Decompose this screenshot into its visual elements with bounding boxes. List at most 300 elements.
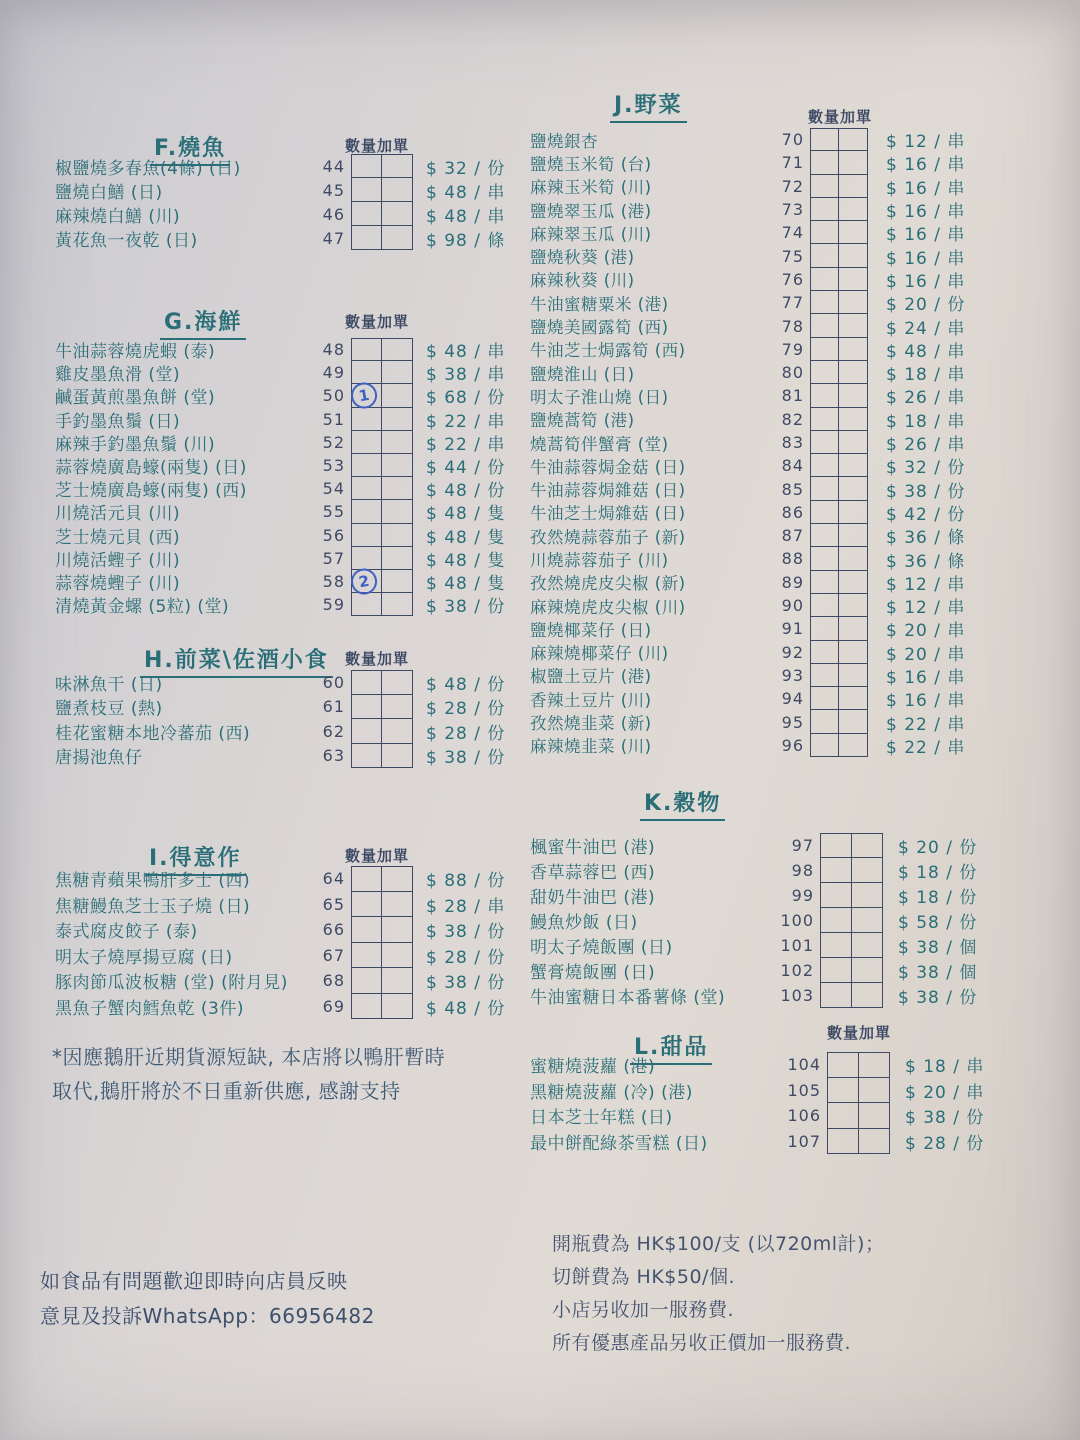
order-cell[interactable] bbox=[382, 361, 412, 383]
order-cell[interactable] bbox=[839, 477, 867, 499]
qty-cell[interactable] bbox=[821, 883, 852, 907]
item-price: $ 28 / 份 bbox=[426, 723, 506, 744]
item-price: $ 18 / 串 bbox=[886, 365, 966, 386]
item-name: 牛油蒜蓉焗雜菇 (日) bbox=[530, 481, 686, 501]
order-cell[interactable] bbox=[852, 933, 883, 957]
item-number: 82 bbox=[781, 409, 804, 429]
item-number: 62 bbox=[322, 721, 345, 741]
item-number: 54 bbox=[322, 479, 345, 499]
qty-order-cells[interactable] bbox=[351, 719, 413, 744]
order-cell[interactable] bbox=[839, 641, 867, 663]
qty-order-cells[interactable] bbox=[810, 408, 868, 431]
qty-cell[interactable] bbox=[352, 593, 382, 615]
qty-order-cells[interactable] bbox=[820, 908, 883, 933]
qty-cell[interactable] bbox=[821, 958, 852, 982]
item-number: 67 bbox=[322, 945, 345, 965]
menu-item-row bbox=[530, 687, 965, 710]
order-cell[interactable] bbox=[382, 892, 412, 917]
item-price: $ 38 / 份 bbox=[426, 597, 506, 618]
qty-cell[interactable] bbox=[811, 547, 839, 569]
order-cell[interactable] bbox=[382, 570, 412, 592]
qty-order-cells[interactable] bbox=[810, 734, 868, 757]
order-cell[interactable] bbox=[839, 244, 867, 266]
order-cell[interactable] bbox=[839, 710, 867, 732]
qty-cell[interactable] bbox=[352, 994, 382, 1019]
order-cell[interactable] bbox=[852, 858, 883, 882]
item-name: 孜然燒虎皮尖椒 (新) bbox=[530, 574, 686, 594]
qty-order-cells[interactable] bbox=[351, 500, 413, 523]
qty-order-cells[interactable] bbox=[820, 933, 883, 958]
order-cell[interactable] bbox=[839, 431, 867, 453]
menu-item-row bbox=[530, 571, 965, 594]
order-cell[interactable] bbox=[839, 175, 867, 197]
qty-order-cells[interactable] bbox=[351, 454, 413, 477]
order-cell[interactable] bbox=[839, 524, 867, 546]
order-cell[interactable] bbox=[852, 983, 883, 1007]
order-cell[interactable] bbox=[382, 384, 412, 406]
qty-order-cells[interactable] bbox=[351, 408, 413, 431]
order-cell[interactable] bbox=[382, 917, 412, 942]
qty-cell[interactable] bbox=[352, 968, 382, 993]
qty-order-cells[interactable] bbox=[351, 431, 413, 454]
item-price: $ 36 / 條 bbox=[886, 551, 966, 572]
order-cell[interactable] bbox=[839, 361, 867, 383]
order-cell[interactable] bbox=[382, 547, 412, 569]
item-price: $ 26 / 串 bbox=[886, 388, 966, 409]
item-number: 46 bbox=[322, 204, 345, 224]
qty-cell[interactable] bbox=[352, 178, 382, 201]
order-cell[interactable] bbox=[382, 867, 412, 891]
section-rows bbox=[530, 833, 977, 1008]
menu-item-row bbox=[55, 338, 505, 361]
menu-item-row bbox=[55, 892, 505, 918]
section-title-G: G.海鮮 bbox=[160, 305, 246, 340]
menu-item-row bbox=[530, 221, 965, 244]
order-cell[interactable] bbox=[839, 151, 867, 173]
item-number: 100 bbox=[780, 911, 814, 930]
item-price: $ 98 / 條 bbox=[426, 230, 506, 251]
qty-cell[interactable] bbox=[811, 431, 839, 453]
item-number: 81 bbox=[781, 386, 804, 406]
qty-order-cells[interactable] bbox=[810, 617, 868, 640]
qty-cell[interactable] bbox=[811, 361, 839, 383]
qty-cell[interactable] bbox=[352, 339, 382, 360]
qty-cell[interactable] bbox=[352, 384, 382, 406]
qty-order-cells[interactable] bbox=[810, 128, 868, 151]
qty-cell[interactable] bbox=[828, 1053, 859, 1077]
order-cell[interactable] bbox=[859, 1103, 890, 1128]
qty-cell[interactable] bbox=[811, 734, 839, 756]
qty-order-cells[interactable] bbox=[810, 291, 868, 314]
qty-order-cells[interactable] bbox=[351, 477, 413, 500]
menu-item-row bbox=[55, 384, 505, 407]
qty-order-cells[interactable] bbox=[820, 833, 883, 858]
qty-order-cells[interactable] bbox=[351, 744, 413, 769]
order-cell[interactable] bbox=[382, 155, 412, 177]
qty-order-cells[interactable] bbox=[810, 594, 868, 617]
item-price: $ 22 / 串 bbox=[426, 411, 506, 432]
qty-cell[interactable] bbox=[811, 571, 839, 593]
qty-cell[interactable] bbox=[811, 641, 839, 663]
qty-order-cells[interactable] bbox=[810, 198, 868, 221]
menu-item-row bbox=[530, 641, 965, 664]
item-name: 黃花魚一夜乾 (日) bbox=[55, 230, 198, 251]
section-rows bbox=[55, 154, 505, 250]
qty-order-cells[interactable] bbox=[351, 178, 413, 202]
menu-item-row bbox=[530, 477, 965, 500]
order-cell[interactable] bbox=[839, 268, 867, 290]
qty-order-cells[interactable] bbox=[810, 454, 868, 477]
order-cell[interactable] bbox=[839, 734, 867, 756]
order-cell[interactable] bbox=[382, 744, 412, 768]
item-number: 70 bbox=[781, 130, 804, 150]
item-name: 牛油蒜蓉焗金菇 (日) bbox=[530, 457, 686, 477]
qty-cell[interactable] bbox=[352, 943, 382, 968]
order-cell[interactable] bbox=[852, 883, 883, 907]
qty-cell[interactable] bbox=[811, 338, 839, 360]
qty-cell[interactable] bbox=[811, 664, 839, 686]
menu-item-row bbox=[530, 268, 965, 291]
fees-note bbox=[552, 1228, 884, 1360]
order-cell[interactable] bbox=[382, 524, 412, 546]
order-cell[interactable] bbox=[839, 314, 867, 336]
section-title-L: L.甜品 bbox=[630, 1030, 712, 1065]
qty-cell[interactable] bbox=[811, 477, 839, 499]
qty-cell[interactable] bbox=[352, 547, 382, 569]
item-price: $ 48 / 串 bbox=[886, 341, 966, 362]
qty-cell[interactable] bbox=[821, 858, 852, 882]
item-name: 燒蒿筍伴蟹膏 (堂) bbox=[530, 434, 669, 454]
item-price: $ 20 / 串 bbox=[886, 621, 966, 642]
item-name: 孜然燒蒜蓉茄子 (新) bbox=[530, 527, 686, 547]
qty-cell[interactable] bbox=[352, 500, 382, 522]
qty-cell[interactable] bbox=[352, 867, 382, 891]
order-cell[interactable] bbox=[382, 226, 412, 249]
order-cell[interactable] bbox=[839, 291, 867, 313]
order-cell[interactable] bbox=[839, 617, 867, 639]
item-number: 103 bbox=[780, 986, 814, 1005]
item-name: 麻辣燒白鱔 (川) bbox=[55, 206, 181, 227]
menu-item-row bbox=[55, 695, 505, 720]
item-price: $ 20 / 串 bbox=[886, 644, 966, 665]
item-number: 65 bbox=[322, 894, 345, 914]
item-price: $ 16 / 串 bbox=[886, 202, 966, 223]
qty-order-cells[interactable] bbox=[351, 226, 413, 250]
order-cell[interactable] bbox=[382, 339, 412, 360]
order-cell[interactable] bbox=[839, 384, 867, 406]
menu-item-row bbox=[55, 454, 505, 477]
note-line: 切餅費為 HK$50/個. bbox=[552, 1266, 735, 1288]
order-cell[interactable] bbox=[839, 408, 867, 430]
qty-cell[interactable] bbox=[811, 129, 839, 150]
item-price: $ 12 / 串 bbox=[886, 598, 966, 619]
item-name: 椒鹽土豆片 (港) bbox=[530, 667, 652, 687]
item-price: $ 16 / 串 bbox=[886, 225, 966, 246]
qty-order-cells[interactable] bbox=[810, 477, 868, 500]
order-cell[interactable] bbox=[859, 1053, 890, 1077]
qty-cell[interactable] bbox=[811, 175, 839, 197]
order-cell[interactable] bbox=[839, 221, 867, 243]
item-price: $ 16 / 串 bbox=[886, 691, 966, 712]
item-name: 黑糖燒菠蘿 (冷) (港) bbox=[530, 1082, 693, 1103]
qty-cell[interactable] bbox=[811, 291, 839, 313]
section-rows bbox=[55, 670, 505, 768]
order-cell[interactable] bbox=[382, 695, 412, 719]
item-name: 唐揚池魚仔 bbox=[55, 748, 143, 769]
item-number: 84 bbox=[781, 456, 804, 476]
qty-cell[interactable] bbox=[811, 617, 839, 639]
item-name: 明太子淮山燒 (日) bbox=[530, 387, 669, 407]
order-cell[interactable] bbox=[382, 202, 412, 225]
menu-item-row bbox=[530, 338, 965, 361]
qty-cell[interactable] bbox=[352, 892, 382, 917]
order-cell[interactable] bbox=[852, 834, 883, 857]
qty-cell[interactable] bbox=[352, 202, 382, 225]
item-name: 芝士燒元貝 (西) bbox=[55, 527, 181, 548]
qty-order-cells[interactable] bbox=[810, 547, 868, 570]
item-price: $ 20 / 串 bbox=[905, 1082, 985, 1103]
qty-cell[interactable] bbox=[811, 244, 839, 266]
qty-order-cells[interactable] bbox=[810, 338, 868, 361]
order-cell[interactable] bbox=[382, 431, 412, 453]
qty-add-order-label: 數量加單 bbox=[827, 1024, 892, 1042]
menu-item-row bbox=[530, 908, 977, 933]
qty-cell[interactable] bbox=[352, 744, 382, 768]
order-cell[interactable] bbox=[382, 719, 412, 743]
order-cell[interactable] bbox=[382, 500, 412, 522]
qty-cell[interactable] bbox=[828, 1129, 859, 1154]
qty-cell[interactable] bbox=[811, 268, 839, 290]
order-cell[interactable] bbox=[839, 687, 867, 709]
qty-order-cells[interactable] bbox=[827, 1129, 890, 1155]
qty-order-cells[interactable] bbox=[810, 384, 868, 407]
item-price: $ 16 / 串 bbox=[886, 155, 966, 176]
qty-order-cells[interactable] bbox=[810, 221, 868, 244]
qty-order-cells[interactable] bbox=[810, 151, 868, 174]
qty-order-cells[interactable] bbox=[810, 710, 868, 733]
qty-cell[interactable] bbox=[352, 361, 382, 383]
order-cell[interactable] bbox=[852, 908, 883, 932]
menu-item-row bbox=[530, 983, 977, 1008]
item-name: 蒜蓉燒蟶子 (川) bbox=[55, 573, 181, 594]
qty-order-cells[interactable] bbox=[820, 983, 883, 1008]
qty-cell[interactable] bbox=[352, 431, 382, 453]
qty-order-cells[interactable] bbox=[351, 384, 413, 407]
item-price: $ 22 / 串 bbox=[886, 714, 966, 735]
qty-order-cells[interactable] bbox=[351, 670, 413, 695]
qty-order-cells[interactable] bbox=[351, 994, 413, 1020]
qty-cell[interactable] bbox=[352, 226, 382, 249]
qty-order-cells[interactable] bbox=[351, 361, 413, 384]
item-name: 手釣墨魚鬚 (日) bbox=[55, 411, 181, 432]
menu-item-row bbox=[530, 524, 965, 547]
item-number: 87 bbox=[781, 526, 804, 546]
order-cell[interactable] bbox=[382, 408, 412, 430]
qty-order-cells[interactable] bbox=[810, 314, 868, 337]
qty-order-cells[interactable] bbox=[351, 524, 413, 547]
section-title-K: K.穀物 bbox=[640, 786, 725, 821]
qty-cell[interactable] bbox=[811, 314, 839, 336]
item-price: $ 88 / 份 bbox=[426, 871, 506, 892]
qty-cell[interactable] bbox=[811, 594, 839, 616]
qty-order-cells[interactable] bbox=[351, 154, 413, 178]
qty-order-cells[interactable] bbox=[810, 664, 868, 687]
section-title-F: F.燒魚 bbox=[150, 131, 230, 166]
item-price: $ 48 / 隻 bbox=[426, 550, 506, 571]
qty-order-cells[interactable] bbox=[351, 593, 413, 616]
item-price: $ 12 / 串 bbox=[886, 574, 966, 595]
qty-order-cells[interactable] bbox=[820, 958, 883, 983]
qty-cell[interactable] bbox=[811, 151, 839, 173]
order-cell[interactable] bbox=[382, 477, 412, 499]
item-name: 牛油芝士焗雜菇 (日) bbox=[530, 504, 686, 524]
order-cell[interactable] bbox=[382, 454, 412, 476]
note-line: *因應鵝肝近期貨源短缺, 本店將以鴨肝暫時 bbox=[52, 1045, 446, 1069]
qty-order-cells[interactable] bbox=[810, 431, 868, 454]
menu-item-row bbox=[530, 710, 965, 733]
item-price: $ 48 / 隻 bbox=[426, 504, 506, 525]
qty-order-cells[interactable] bbox=[810, 361, 868, 384]
qty-cell[interactable] bbox=[821, 983, 852, 1007]
handwritten-qty-mark: 1 bbox=[348, 381, 378, 411]
qty-order-cells[interactable] bbox=[810, 571, 868, 594]
menu-item-row bbox=[55, 524, 505, 547]
qty-add-order-label: 數量加單 bbox=[345, 650, 410, 668]
item-price: $ 38 / 份 bbox=[426, 748, 506, 769]
qty-order-cells[interactable] bbox=[810, 175, 868, 198]
menu-item-row bbox=[530, 501, 965, 524]
qty-cell[interactable] bbox=[811, 524, 839, 546]
qty-cell[interactable] bbox=[821, 834, 852, 857]
order-cell[interactable] bbox=[839, 664, 867, 686]
item-name: 鹽燒淮山 (日) bbox=[530, 364, 635, 384]
item-number: 66 bbox=[322, 920, 345, 940]
qty-order-cells[interactable] bbox=[351, 547, 413, 570]
menu-item-row bbox=[530, 454, 965, 477]
item-name: 明太子燒厚揚豆腐 (日) bbox=[55, 947, 233, 968]
order-cell[interactable] bbox=[839, 338, 867, 360]
menu-item-row bbox=[55, 202, 505, 226]
qty-cell[interactable] bbox=[821, 933, 852, 957]
item-name: 香辣土豆片 (川) bbox=[530, 690, 652, 710]
qty-order-cells[interactable] bbox=[827, 1052, 890, 1078]
qty-order-cells[interactable] bbox=[810, 244, 868, 267]
item-price: $ 18 / 份 bbox=[898, 888, 978, 908]
qty-cell[interactable] bbox=[352, 570, 382, 592]
order-cell[interactable] bbox=[839, 198, 867, 220]
qty-cell[interactable] bbox=[352, 671, 382, 694]
item-name: 鹽煮枝豆 (熱) bbox=[55, 699, 163, 720]
qty-order-cells[interactable] bbox=[820, 858, 883, 883]
order-cell[interactable] bbox=[839, 454, 867, 476]
item-name: 川燒活蟶子 (川) bbox=[55, 550, 181, 571]
item-number: 64 bbox=[322, 869, 345, 889]
qty-cell[interactable] bbox=[811, 221, 839, 243]
qty-order-cells[interactable] bbox=[351, 892, 413, 918]
qty-order-cells[interactable] bbox=[810, 268, 868, 291]
qty-order-cells[interactable] bbox=[351, 943, 413, 969]
qty-order-cells[interactable] bbox=[810, 501, 868, 524]
item-name: 川燒活元貝 (川) bbox=[55, 504, 181, 525]
qty-order-cells[interactable] bbox=[810, 641, 868, 664]
item-name: 黑魚子蟹肉鱈魚乾 (3件) bbox=[55, 998, 244, 1019]
note-line: 意見及投訴WhatsApp：66956482 bbox=[40, 1304, 375, 1328]
qty-cell[interactable] bbox=[352, 155, 382, 177]
item-name: 麻辣燒椰菜仔 (川) bbox=[530, 644, 669, 664]
qty-cell[interactable] bbox=[352, 695, 382, 719]
qty-cell[interactable] bbox=[811, 501, 839, 523]
qty-order-cells[interactable] bbox=[827, 1078, 890, 1104]
item-number: 106 bbox=[787, 1106, 821, 1126]
order-cell[interactable] bbox=[859, 1129, 890, 1154]
order-cell[interactable] bbox=[382, 994, 412, 1019]
feedback-note bbox=[40, 1264, 375, 1334]
qty-cell[interactable] bbox=[352, 408, 382, 430]
qty-cell[interactable] bbox=[352, 477, 382, 499]
item-name: 川燒蒜蓉茄子 (川) bbox=[530, 551, 669, 570]
order-cell[interactable] bbox=[382, 178, 412, 201]
order-cell[interactable] bbox=[839, 501, 867, 523]
qty-add-order-label: 數量加單 bbox=[345, 313, 410, 331]
item-number: 61 bbox=[322, 697, 345, 717]
item-price: $ 26 / 串 bbox=[886, 435, 966, 456]
qty-cell[interactable] bbox=[811, 198, 839, 220]
item-price: $ 48 / 份 bbox=[426, 481, 506, 502]
note-line: 所有優惠產品另收正價加一服務費. bbox=[552, 1332, 852, 1354]
item-name: 鹽燒玉米筍 (台) bbox=[530, 154, 652, 174]
qty-order-cells[interactable] bbox=[351, 968, 413, 994]
order-cell[interactable] bbox=[382, 593, 412, 615]
qty-cell[interactable] bbox=[811, 408, 839, 430]
menu-item-row bbox=[530, 408, 965, 431]
order-cell[interactable] bbox=[839, 129, 867, 150]
order-cell[interactable] bbox=[852, 958, 883, 982]
qty-order-cells[interactable] bbox=[820, 883, 883, 908]
order-cell[interactable] bbox=[839, 571, 867, 593]
order-cell[interactable] bbox=[382, 968, 412, 993]
qty-cell[interactable] bbox=[821, 908, 852, 932]
qty-cell[interactable] bbox=[811, 384, 839, 406]
qty-order-cells[interactable] bbox=[351, 866, 413, 892]
item-price: $ 16 / 串 bbox=[886, 271, 966, 292]
order-cell[interactable] bbox=[839, 594, 867, 616]
qty-cell[interactable] bbox=[828, 1078, 859, 1103]
qty-cell[interactable] bbox=[352, 524, 382, 546]
qty-order-cells[interactable] bbox=[351, 202, 413, 226]
qty-order-cells[interactable] bbox=[351, 917, 413, 943]
item-price: $ 48 / 串 bbox=[426, 206, 506, 227]
qty-order-cells[interactable] bbox=[351, 695, 413, 720]
qty-order-cells[interactable] bbox=[827, 1103, 890, 1129]
qty-add-order-label: 數量加單 bbox=[808, 108, 873, 126]
qty-cell[interactable] bbox=[811, 687, 839, 709]
item-number: 44 bbox=[322, 156, 345, 176]
order-cell[interactable] bbox=[382, 671, 412, 694]
qty-order-cells[interactable] bbox=[351, 338, 413, 361]
qty-cell[interactable] bbox=[811, 710, 839, 732]
order-cell[interactable] bbox=[859, 1078, 890, 1103]
qty-order-cells[interactable] bbox=[810, 687, 868, 710]
qty-cell[interactable] bbox=[811, 454, 839, 476]
qty-cell[interactable] bbox=[828, 1103, 859, 1128]
order-cell[interactable] bbox=[839, 547, 867, 569]
order-cell[interactable] bbox=[382, 943, 412, 968]
qty-cell[interactable] bbox=[352, 454, 382, 476]
qty-cell[interactable] bbox=[352, 917, 382, 942]
qty-order-cells[interactable] bbox=[351, 570, 413, 593]
qty-cell[interactable] bbox=[352, 719, 382, 743]
qty-order-cells[interactable] bbox=[810, 524, 868, 547]
